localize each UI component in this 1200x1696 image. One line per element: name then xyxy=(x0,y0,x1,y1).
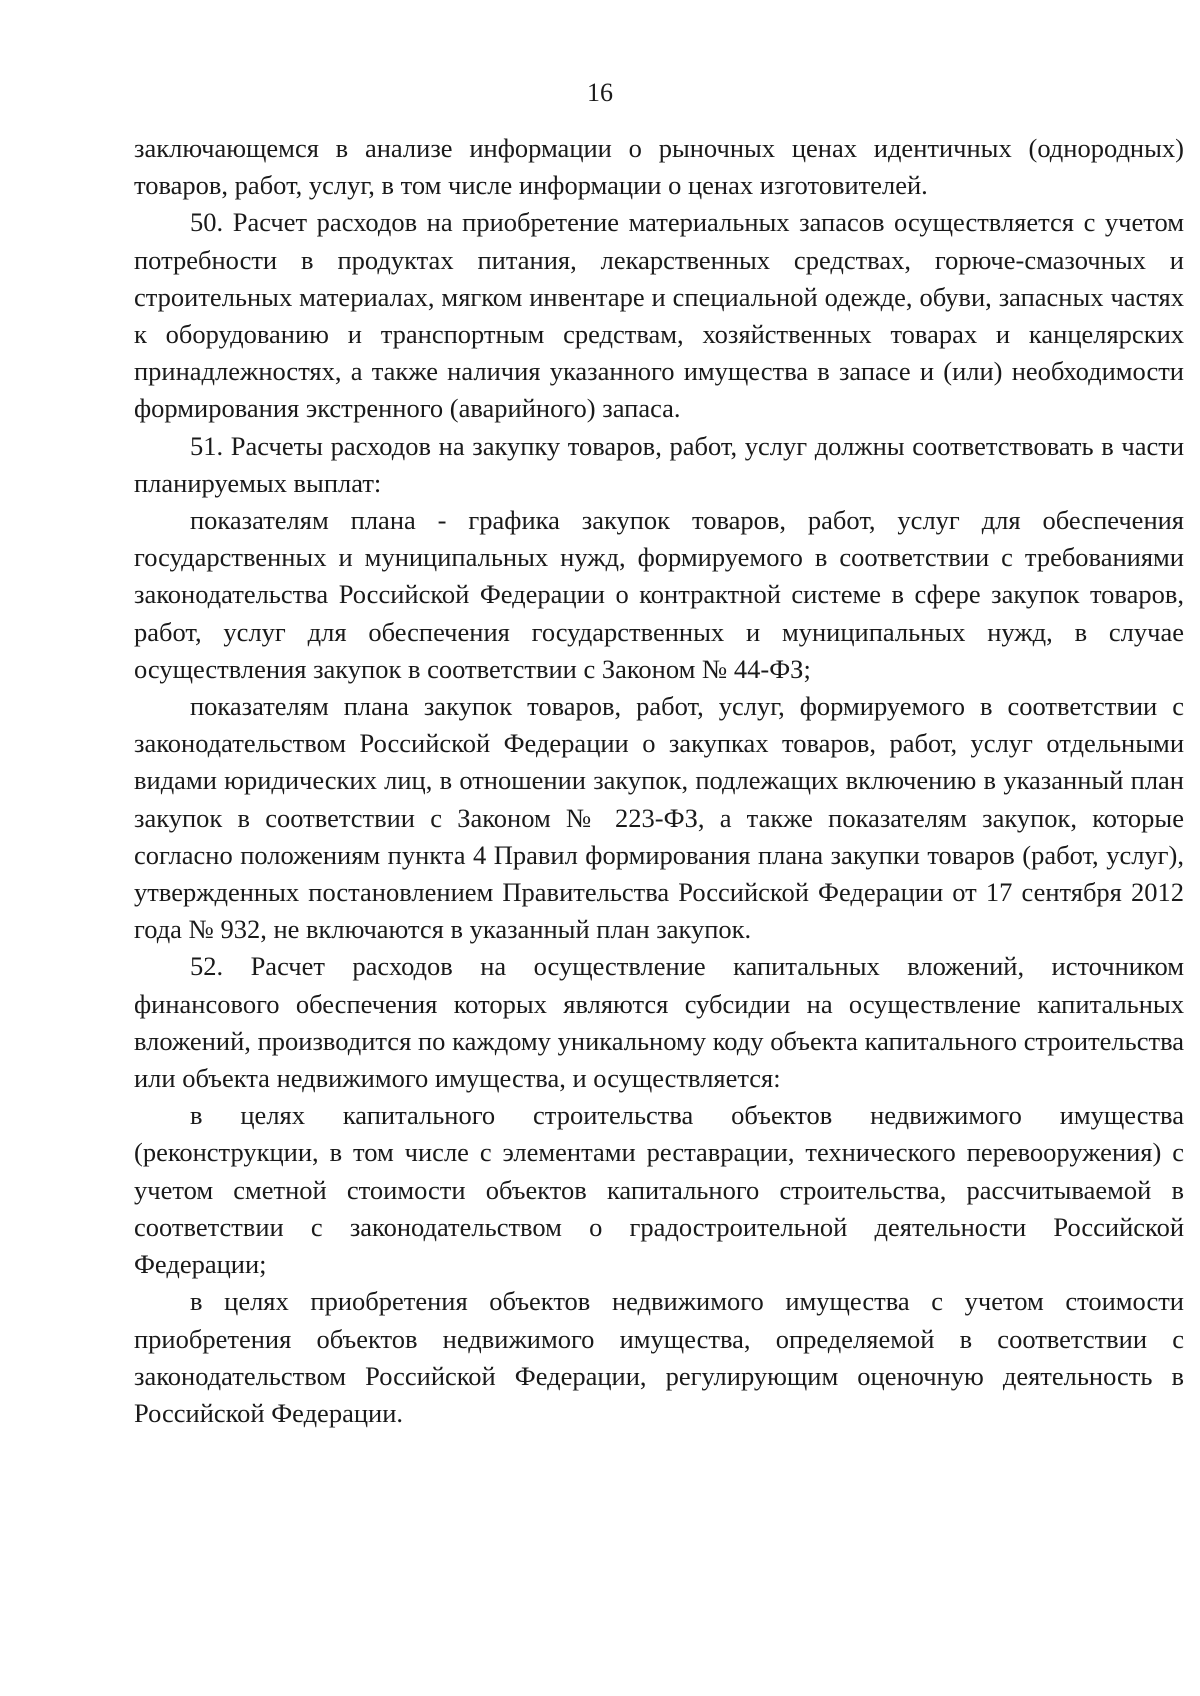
paragraph-procurement-plan: показателям плана закупок товаров, работ, услуг, формируемого в соответствии с законодательством Российской Федерации о закупках товаров, работ, услуг отдельными видами юридических лиц, в отношении закупок, подлежащих включению в указанный план закупок в соответствии с Законом № 223-ФЗ, а также показателям закупок, которые согласно положениям пункта 4 Правил формирования плана закупки товаров (работ, услуг), утвержденных постановлением Правительства Российской Федерации от 17 сентября 2012 года № 932, не включаются в указанный план закупок. xyxy=(134,691,1184,945)
paragraph-plan-schedule: показателям плана - графика закупок товаров, работ, услуг для обеспечения государственных и муниципальных нужд, формируемого в соответствии с требованиями законодательства Российской Федерации о контрактной системе в сфере закупок товаров, работ, услуг для обеспечения государственных и муниципальных нужд, в случае осуществления закупок в соответствии с Законом № 44-ФЗ; xyxy=(134,505,1184,684)
page-number: 16 xyxy=(587,78,613,107)
paragraph-item-52: 52. Расчет расходов на осуществление капитальных вложений, источником финансового обеспечения которых являются субсидии на осуществление капитальных вложений, производится по каждому уникальному коду объекта капитального строительства или объекта недвижимого имущества, и осуществляется: xyxy=(134,951,1184,1094)
paragraph-item-50: 50. Расчет расходов на приобретение материальных запасов осуществляется с учетом потребности в продуктах питания, лекарственных средствах, горюче-смазочных и строительных материалах, мягком инвентаре и специальной одежде, обуви, запасных частях к оборудованию и транспортным средствам, хозяйственных товарах и канцелярских принадлежностях, а также наличия указанного имущества в запасе и (или) необходимости формирования экстренного (аварийного) запаса. xyxy=(134,207,1184,424)
document-body xyxy=(134,130,1184,1432)
paragraph-continuation: заключающемся в анализе информации о рыночных ценах идентичных (однородных) товаров, работ, услуг, в том числе информации о ценах изготовителей. xyxy=(134,133,1184,201)
paragraph-item-51: 51. Расчеты расходов на закупку товаров, работ, услуг должны соответствовать в части планируемых выплат: xyxy=(134,430,1184,498)
paragraph-capital-construction: в целях капитального строительства объектов недвижимого имущества (реконструкции, в том числе с элементами реставрации, технического перевооружения) с учетом сметной стоимости объектов капитального строительства, рассчитываемой в соответствии с законодательством о градостроительной деятельности Российской Федерации; xyxy=(134,1100,1184,1280)
paragraph-real-estate-acquisition: в целях приобретения объектов недвижимого имущества с учетом стоимости приобретения объектов недвижимого имущества, определяемой в соответствии с законодательством Российской Федерации, регулирующим оценочную деятельность в Российской Федерации. xyxy=(134,1286,1184,1428)
